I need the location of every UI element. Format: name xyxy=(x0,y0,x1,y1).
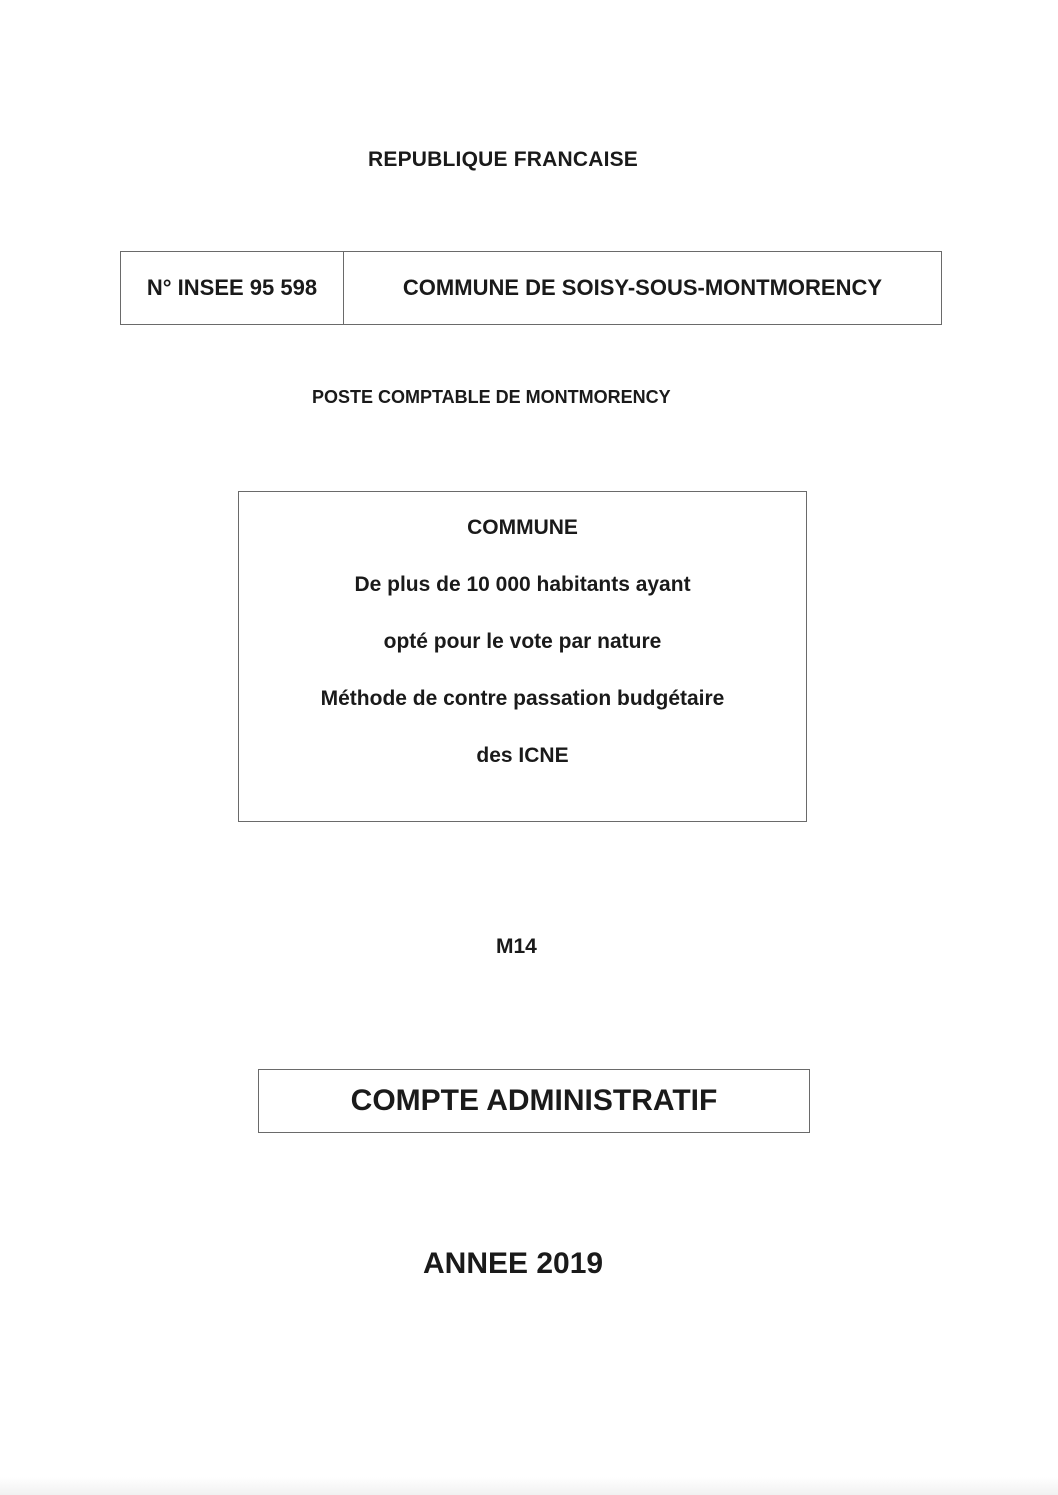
year-label: ANNEE 2019 xyxy=(423,1247,604,1280)
type-line-1: COMMUNE xyxy=(467,516,578,539)
poste-comptable: POSTE COMPTABLE DE MONTMORENCY xyxy=(312,387,671,407)
document-title: COMPTE ADMINISTRATIF xyxy=(258,1069,810,1133)
insee-number: N° INSEE 95 598 xyxy=(121,252,344,324)
scan-bottom-edge xyxy=(0,1477,1058,1495)
type-line-4: Méthode de contre passation budgétaire xyxy=(320,687,725,710)
commune-type-box xyxy=(238,491,807,822)
nomenclature-label: M14 xyxy=(496,935,537,958)
type-line-2: De plus de 10 000 habitants ayant xyxy=(354,573,691,596)
identity-table xyxy=(120,251,942,325)
type-line-3: opté pour le vote par nature xyxy=(383,630,662,653)
commune-name: COMMUNE DE SOISY-SOUS-MONTMORENCY xyxy=(402,275,883,300)
republic-heading: REPUBLIQUE FRANCAISE xyxy=(368,148,639,171)
type-line-5: des ICNE xyxy=(476,744,569,767)
